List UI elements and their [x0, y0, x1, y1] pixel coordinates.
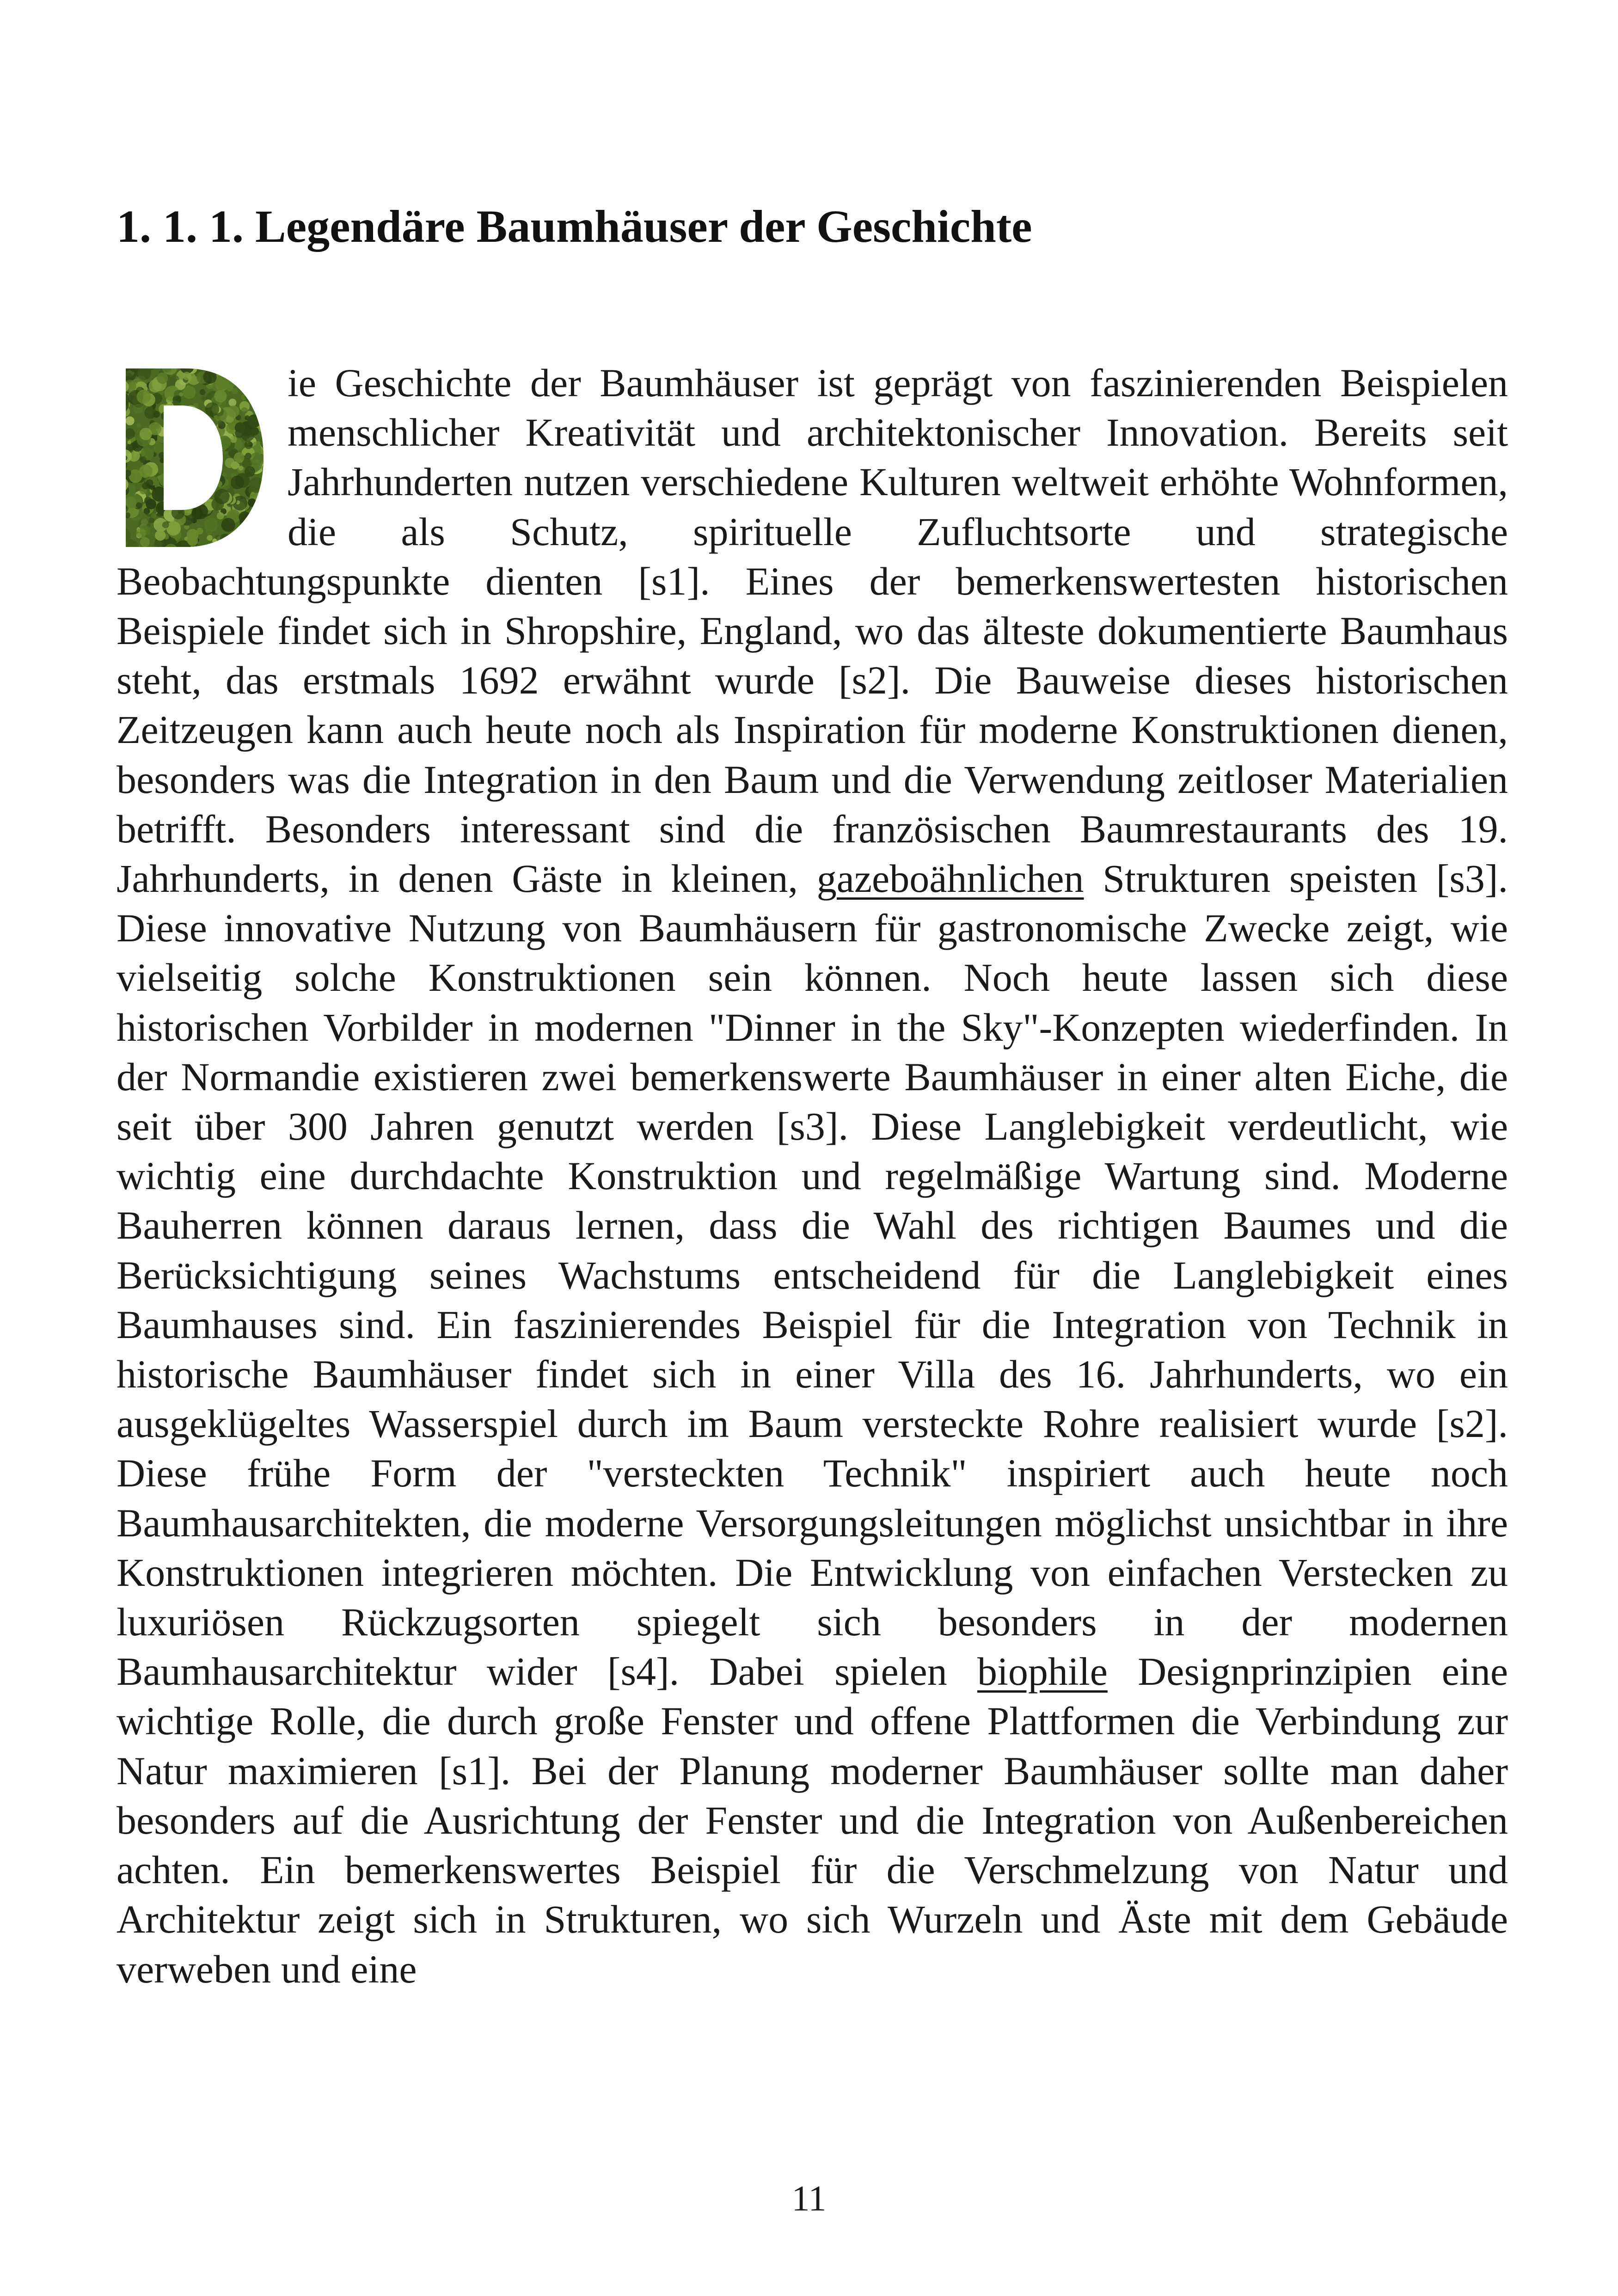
- dropcap-letter-image: [116, 363, 269, 553]
- body-paragraph: [116, 358, 1508, 1994]
- body-text-segment-2: Strukturen speisten [s3]. Diese innovative Nutzung von Baumhäusern für gastronomische Zwecke zeigt, wie vielseitig solche Konstruktionen sein können. Noch heute lassen sich diese historischen Vorbilder in modernen "Dinner in the Sky"-Konzepten wiederfinden. In der Normandie existieren zwei bemerkenswerte Baumhäuser in einer alten Eiche, die seit über 300 Jahren genutzt werden [s3]. Diese Langlebigkeit verdeutlicht, wie wichtig eine durchdachte Konstruktion und regelmäßige Wartung sind. Moderne Bauherren können daraus lernen, dass die Wahl des richtigen Baumes und die Berücksichtigung seines Wachstums entscheidend für die Langlebigkeit eines Baumhauses sind. Ein faszinierendes Beispiel für die Integration von Technik in historische Baumhäuser findet sich in einer Villa des 16. Jahrhunderts, wo ein ausgeklügeltes Wasserspiel durch im Baum versteckte Rohre realisiert wurde [s2]. Diese frühe Form der "versteckten Technik" inspiriert auch heute noch Baumhausarchitekten, die moderne Versorgungsleitungen möglichst unsichtbar in ihre Konstruktionen integrieren möchten. Die Entwicklung von einfachen Verstecken zu luxuriösen Rückzugsorten spiegelt sich besonders in der modernen Baumhausarchitektur wider [s4]. Dabei spielen: [116, 856, 1508, 1694]
- section-heading: 1. 1. 1. Legendäre Baumhäuser der Geschichte: [116, 201, 1032, 252]
- page-number: 11: [791, 2178, 827, 2218]
- underlined-term-gazeboaehnlichen: gazeboähnlichen: [816, 856, 1084, 901]
- foliage-letter-d-icon: [116, 363, 269, 553]
- underlined-term-biophile: biophile: [977, 1649, 1108, 1694]
- body-text-segment-1: ie Geschichte der Baumhäuser ist geprägt von faszinierenden Beispielen menschlicher Kreativität und architektonischer Innovation. Bereits seit Jahrhunderten nutzen verschiedene Kulturen weltweit erhöhte Wohnformen, die als Schutz, spirituelle Zufluchtsorte und strategische Beobachtungspunkte dienten [s1]. Eines der bemerkenswertesten historischen Beispiele findet sich in Shropshire, England, wo das älteste dokumentierte Baumhaus steht, das erstmals 1692 erwähnt wurde [s2]. Die Bauweise dieses historischen Zeitzeugen kann auch heute noch als Inspiration für moderne Konstruktionen dienen, besonders was die Integration in den Baum und die Verwendung zeitloser Materialien betrifft. Besonders interessant sind die französischen Baumrestaurants des 19. Jahrhunderts, in denen Gäste in kleinen,: [116, 361, 1508, 901]
- body-text-segment-3: Designprinzipien eine wichtige Rolle, die durch große Fenster und offene Plattformen die Verbindung zur Natur maximieren [s1]. Bei der Planung moderner Baumhäuser sollte man daher besonders auf die Ausrichtung der Fenster und die Integration von Außenbereichen achten. Ein bemerkenswertes Beispiel für die Verschmelzung von Natur und Architektur zeigt sich in Strukturen, wo sich Wurzeln und Äste mit dem Gebäude verweben und eine: [116, 1649, 1508, 1991]
